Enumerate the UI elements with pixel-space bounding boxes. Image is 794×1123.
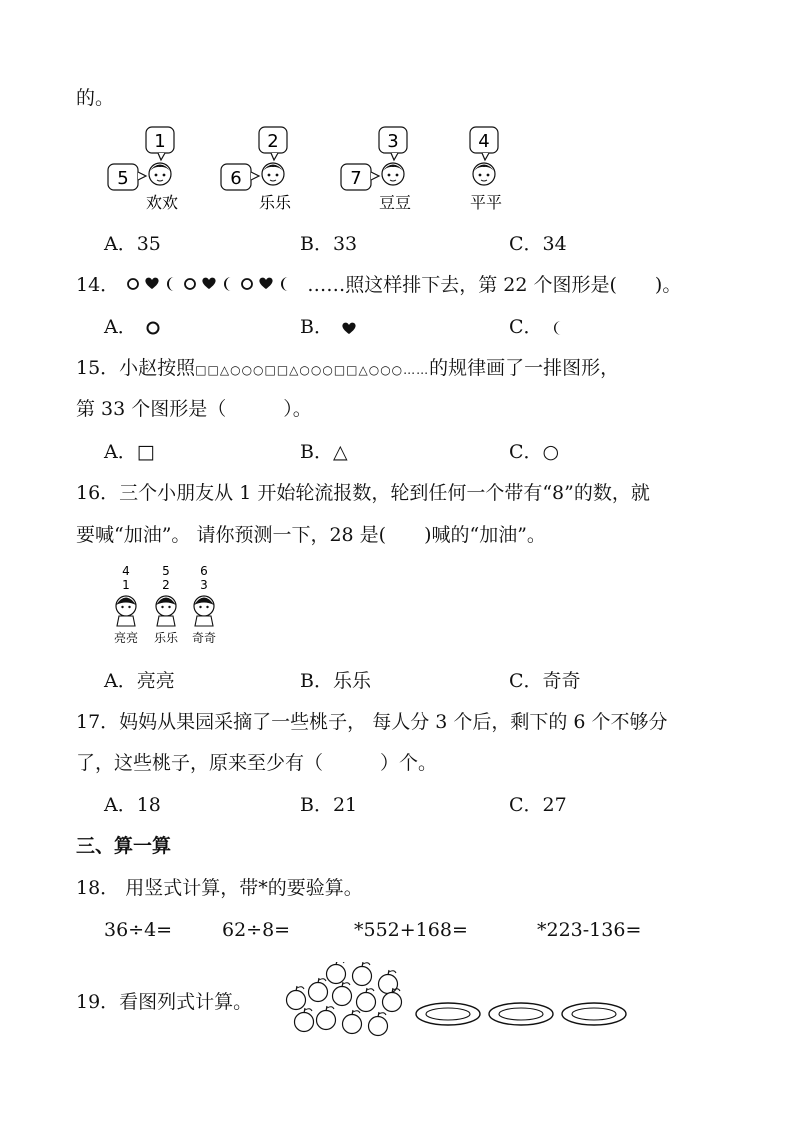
q15-line1 [76,356,619,382]
crescent-icon [281,277,288,291]
kid-eye [121,606,123,608]
q19-apples-figure [282,962,412,1046]
q16-option-b[interactable]: B．乐乐 [300,670,371,692]
q16-line1: 16．三个小朋友从 1 开始轮流报数，轮到任何一个带有“8”的数，就 [76,482,650,504]
kid-number: 5 [162,564,170,578]
intro-tail-text: 的。 [76,87,115,109]
q16-option-a[interactable]: A．亮亮 [104,670,175,692]
q14-pattern [125,273,307,299]
kid-name: 乐乐 [153,631,179,645]
apple-icon [343,1010,362,1034]
kid-number: 2 [162,578,170,592]
q13-option-a[interactable]: A．35 [104,233,161,255]
q14-option-a[interactable] [104,315,163,339]
bubble-number: 5 [117,168,129,189]
crescent-icon [224,277,231,291]
apple-icon [379,970,398,994]
child-eye [268,174,271,177]
q18-expression-3: *552+168= [354,919,468,941]
q13-children-figure [100,124,530,216]
q14-number: 14． [76,274,120,296]
q17-line1: 17．妈妈从果园采摘了一些桃子， 每人分 3 个后，剩下的 6 个不够分 [76,711,668,733]
child-eye [276,174,279,177]
kid-number: 4 [122,564,130,578]
q18-expression-4: *223-136= [537,919,642,941]
q17-option-b[interactable]: B．21 [300,794,358,816]
bubble-number: 2 [267,131,279,152]
q14-option-b[interactable] [300,315,359,339]
speech-bubble-tail [391,153,398,160]
plate-icon [416,1003,480,1025]
circle-icon [143,318,163,338]
q15-suffix: 的规律画了一排图形， [429,357,620,379]
child-name: 平平 [469,193,503,212]
crescent-icon [549,318,569,338]
kid-body [195,616,213,626]
kid-body [157,616,175,626]
q18-question: 18． 用竖式计算，带*的要验算。 [76,877,363,899]
q14-option-b-label: B． [300,316,333,338]
apple-icon [327,962,346,984]
child-eye [155,174,158,177]
crescent-icon [167,277,174,291]
child-eye [396,174,399,177]
q17-line2: 了，这些桃子，原来至少有（ ）个。 [76,752,438,774]
bubble-number: 1 [154,131,166,152]
kid-eye [206,606,208,608]
q17-option-a[interactable]: A．18 [104,794,161,816]
q16-line2: 要喊“加油”。 请你预测一下，28 是( )喊的“加油”。 [76,524,546,546]
child-eye [388,174,391,177]
q19-plates-figure [412,996,632,1032]
q14-option-c[interactable] [509,315,569,339]
q17-option-c[interactable]: C．27 [509,794,567,816]
kid-number: 1 [122,578,130,592]
child-2 [221,127,292,212]
kid-name: 奇奇 [191,631,217,645]
kid-eye [161,606,163,608]
speech-bubble-tail [138,172,146,180]
q15-prefix: 15．小赵按照 [76,357,196,379]
q15-option-b[interactable]: B．△ [300,441,348,463]
q14-text: ……照这样排下去，第 22 个图形是( )。 [307,274,682,296]
q19-plates-svg [412,996,632,1032]
apple-icon [317,1006,336,1030]
speech-bubble-tail [371,172,379,180]
speech-bubble-tail [158,153,165,160]
circle-icon [242,279,252,289]
apple-icon [295,1008,314,1032]
child-eye [163,174,166,177]
circle-icon [185,279,195,289]
q13-children-svg [100,124,530,216]
heart-icon [260,278,273,289]
bubble-number: 4 [478,131,490,152]
kid-body [117,616,135,626]
child-3 [341,127,411,212]
q19-apples-svg [282,962,412,1046]
kid-eye [168,606,170,608]
bubble-number: 6 [230,168,242,189]
q13-option-b[interactable]: B．33 [300,233,358,255]
q15-option-c[interactable]: C．○ [509,441,560,463]
kid-number: 3 [200,578,208,592]
plate-icon [489,1003,553,1025]
child-name: 乐乐 [258,193,292,212]
heart-icon [146,278,159,289]
q14-option-a-label: A． [104,316,137,338]
speech-bubble-tail [271,153,278,160]
kid-number: 6 [200,564,208,578]
heart-icon [203,278,216,289]
q16-kids-svg [106,564,226,648]
q18-expression-1: 36÷4= [104,919,173,941]
bubble-number: 3 [387,131,399,152]
child-1 [108,127,178,212]
apple-icon [353,962,372,986]
q15-option-a[interactable]: A．□ [104,441,155,463]
kid-3 [192,564,216,645]
q16-option-c[interactable]: C．奇奇 [509,670,581,692]
kid-eye [128,606,130,608]
apple-icon [357,988,376,1012]
kid-2 [154,564,179,645]
apple-icon [309,978,328,1002]
speech-bubble-tail [482,153,489,160]
apple-icon [333,982,352,1006]
q16-kids-figure [106,564,226,648]
apple-icon [287,986,306,1010]
q13-option-c[interactable]: C．34 [509,233,567,255]
child-name: 豆豆 [378,193,412,212]
child-eye [479,174,482,177]
kid-1 [114,564,138,645]
speech-bubble-tail [251,172,259,180]
bubble-number: 7 [350,168,362,189]
section-3-heading: 三、算一算 [76,835,172,857]
circle-icon [128,279,138,289]
kid-eye [199,606,201,608]
q14-question [76,273,681,299]
q15-line2: 第 33 个图形是（ ）。 [76,398,312,420]
plate-icon [562,1003,626,1025]
child-eye [487,174,490,177]
apple-icon [369,1012,388,1036]
heart-icon [339,318,359,338]
q18-expression-2: 62÷8= [222,919,291,941]
child-name: 欢欢 [145,193,179,212]
q14-pattern-svg [125,273,307,293]
q19-question: 19．看图列式计算。 [76,991,253,1013]
q15-pattern: □□△○○○□□△○○○□□△○○○…… [195,363,430,377]
child-4 [470,127,502,212]
kid-name: 亮亮 [113,631,139,645]
q14-option-c-label: C． [509,316,543,338]
